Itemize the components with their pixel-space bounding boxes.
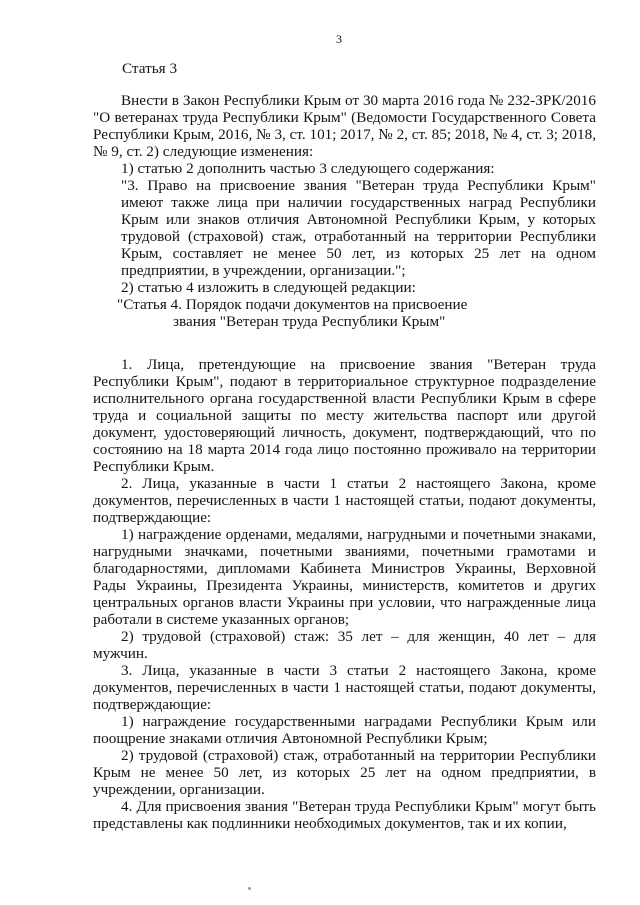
quoted-text-part-3: "3. Право на присвоение звания "Ветеран труда Республики Крым" имеют также лица при наличии государственных наград Республики Крым или знаков отличия Автономной Республики Крым, у которых трудовой (страховой) стаж, отработанный на территории Республики Крым, составляет не менее 50 лет, из которых 25 лет на одном предприятии, в учреждении, организации.";	[121, 177, 596, 279]
document-body	[93, 92, 596, 832]
paragraph-3: 3. Лица, указанные в части 3 статьи 2 настоящего Закона, кроме документов, перечисленных в части 1 настоящей статьи, подают документы, подтверждающие:	[93, 662, 596, 713]
article-4-title-line-2: звания "Ветеран труда Республики Крым"	[173, 313, 446, 330]
paragraph-2: 2. Лица, указанные в части 1 статьи 2 настоящего Закона, кроме документов, перечисленных в части 1 настоящей статьи, подают документы, подтверждающие:	[93, 475, 596, 526]
paragraph-2-item-1: 1) награждение орденами, медалями, нагрудными и почетными знаками, нагрудными значками, почетными званиями, почетными грамотами и благодарностями, дипломами Кабинета Министров Украины, Верховной Рады Украины, Президента Украины, министерств, комитетов и других центральных органов власти Украины при условии, что награжденные лица работали в системе указанных органов;	[93, 526, 596, 628]
article-4-title	[93, 296, 596, 330]
paragraph-4: 4. Для присвоения звания "Ветеран труда Республики Крым" могут быть представлены как подлинники необходимых документов, так и их копии,	[93, 798, 596, 832]
page-number: 3	[336, 32, 342, 46]
paragraph-3-item-2: 2) трудовой (страховой) стаж, отработанный на территории Республики Крым не менее 50 лет, из которых 25 лет на одном предприятии, в учреждении, организации.	[93, 747, 596, 798]
paragraph-3-item-1: 1) награждение государственными наградами Республики Крым или поощрение знаками отличия Автономной Республики Крым;	[93, 713, 596, 747]
article-4-title-line-1: "Статья 4. Порядок подачи документов на присвоение	[117, 296, 468, 313]
article-heading: Статья 3	[122, 60, 178, 77]
intro-paragraph: Внести в Закон Республики Крым от 30 марта 2016 года № 232-ЗРК/2016 "О ветеранах труда Республики Крым" (Ведомости Государственного Совета Республики Крым, 2016, № 3, ст. 101; 2017, № 2, ст. 85; 2018, № 4, ст. 3; 2018, № 9, ст. 2) следующие изменения:	[93, 92, 596, 160]
change-item-2: 2) статью 4 изложить в следующей редакции:	[121, 279, 416, 296]
scan-speck	[248, 887, 251, 890]
paragraph-1: 1. Лица, претендующие на присвоение звания "Ветеран труда Республики Крым", подают в территориальное структурное подразделение исполнительного органа государственной власти Республики Крым в сфере труда и социальной защиты по месту жительства паспорт или другой документ, удостоверяющий личность, документ, подтверждающий, что по состоянию на 18 марта 2014 года лицо постоянно проживало на территории Республики Крым.	[93, 356, 596, 475]
paragraph-2-item-2: 2) трудовой (страховой) стаж: 35 лет – для женщин, 40 лет – для мужчин.	[93, 628, 596, 662]
change-item-1: 1) статью 2 дополнить частью 3 следующего содержания:	[121, 160, 495, 177]
